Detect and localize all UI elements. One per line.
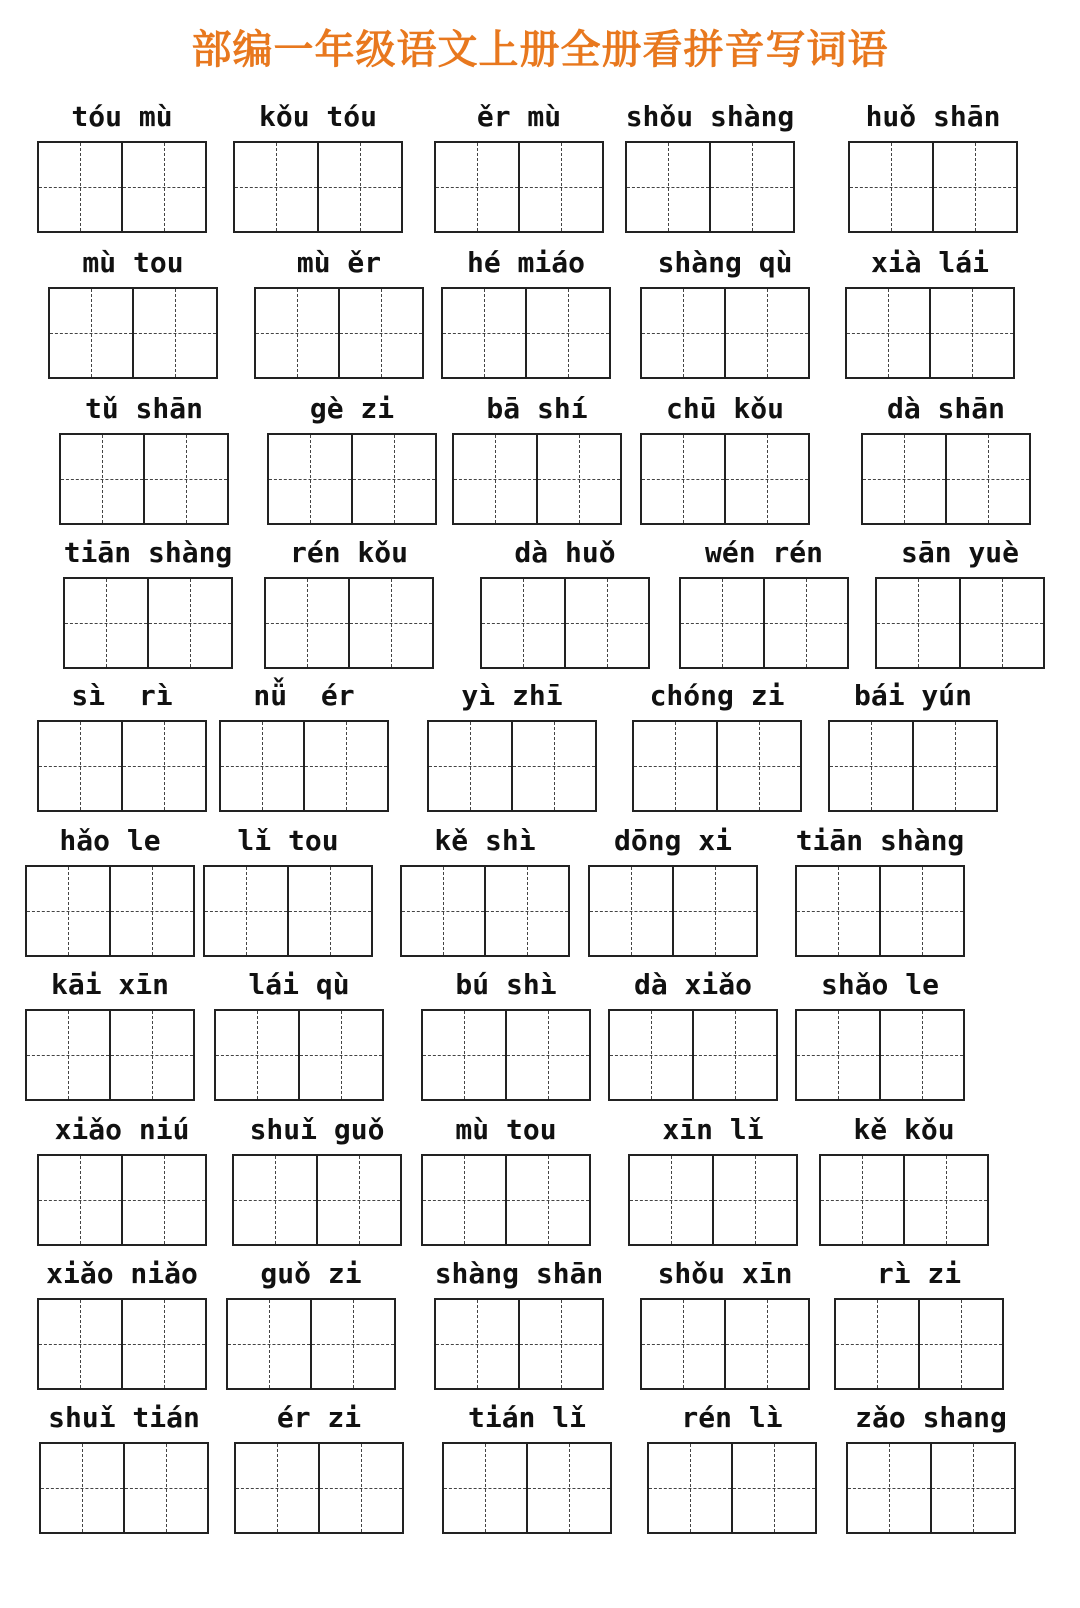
- pinyin-label: kě kǒu: [853, 1113, 955, 1146]
- tianzi-writing-box[interactable]: [48, 287, 218, 379]
- tianzi-writing-box[interactable]: [441, 287, 611, 379]
- tianzi-writing-box[interactable]: [848, 141, 1018, 233]
- tianzi-writing-box[interactable]: [625, 141, 795, 233]
- character-cell[interactable]: [443, 289, 527, 377]
- tianzi-writing-box[interactable]: [834, 1298, 1004, 1390]
- pinyin-label: hé miáo: [466, 246, 585, 279]
- tianzi-writing-box[interactable]: [861, 433, 1031, 525]
- tianzi-writing-box[interactable]: [264, 577, 434, 669]
- pinyin-label: tiān shàng: [795, 824, 965, 857]
- pinyin-label: ér zi: [276, 1401, 362, 1434]
- tianzi-writing-box[interactable]: [421, 1154, 591, 1246]
- character-cell[interactable]: [111, 867, 193, 955]
- pinyin-label: tiān shàng: [63, 536, 233, 569]
- pinyin-label: tǔ shān: [84, 392, 203, 425]
- character-cell[interactable]: [266, 579, 350, 667]
- tianzi-writing-box[interactable]: [63, 577, 233, 669]
- pinyin-label: xīn lǐ: [662, 1113, 764, 1146]
- pinyin-label: bā shí: [486, 392, 588, 425]
- character-cell[interactable]: [27, 1011, 111, 1099]
- character-cell[interactable]: [486, 867, 568, 955]
- pinyin-label: zǎo shang: [855, 1401, 1007, 1434]
- character-cell[interactable]: [726, 435, 808, 523]
- pinyin-label: kāi xīn: [50, 968, 169, 1001]
- character-cell[interactable]: [520, 1300, 602, 1388]
- character-cell[interactable]: [733, 1444, 815, 1532]
- tianzi-writing-box[interactable]: [452, 433, 622, 525]
- character-cell[interactable]: [797, 1011, 881, 1099]
- pinyin-label: gè zi: [309, 392, 395, 425]
- character-cell[interactable]: [726, 1300, 808, 1388]
- character-cell[interactable]: [528, 1444, 610, 1532]
- character-cell[interactable]: [850, 143, 934, 231]
- tianzi-writing-box[interactable]: [427, 720, 597, 812]
- tianzi-writing-box[interactable]: [628, 1154, 798, 1246]
- character-cell[interactable]: [305, 722, 387, 810]
- character-cell[interactable]: [350, 579, 432, 667]
- pinyin-label: xià lái: [870, 246, 989, 279]
- character-cell[interactable]: [634, 722, 718, 810]
- pinyin-label: kě shì: [434, 824, 536, 857]
- character-cell[interactable]: [482, 579, 566, 667]
- character-cell[interactable]: [821, 1156, 905, 1244]
- character-cell[interactable]: [436, 1300, 520, 1388]
- tianzi-writing-box[interactable]: [421, 1009, 591, 1101]
- character-cell[interactable]: [642, 289, 726, 377]
- character-cell[interactable]: [914, 722, 996, 810]
- pinyin-label: ěr mù: [476, 100, 562, 133]
- character-cell[interactable]: [236, 1444, 320, 1532]
- character-cell[interactable]: [123, 722, 205, 810]
- character-cell[interactable]: [694, 1011, 776, 1099]
- character-cell[interactable]: [610, 1011, 694, 1099]
- pinyin-label: rén kǒu: [289, 536, 408, 569]
- pinyin-label: tóu mù: [71, 100, 173, 133]
- character-cell[interactable]: [320, 1444, 402, 1532]
- pinyin-label: shǎo le: [820, 968, 939, 1001]
- pinyin-label: bái yún: [853, 679, 972, 712]
- tianzi-writing-box[interactable]: [203, 865, 373, 957]
- tianzi-writing-box[interactable]: [267, 433, 437, 525]
- pinyin-label: mù tou: [82, 246, 184, 279]
- tianzi-writing-box[interactable]: [37, 141, 207, 233]
- tianzi-writing-box[interactable]: [219, 720, 389, 812]
- pinyin-label: huǒ shān: [865, 100, 1001, 133]
- character-cell[interactable]: [507, 1156, 589, 1244]
- character-cell[interactable]: [39, 1300, 123, 1388]
- pinyin-label: xiǎo niú: [54, 1113, 190, 1146]
- pinyin-label: dà shān: [886, 392, 1005, 425]
- character-cell[interactable]: [590, 867, 674, 955]
- tianzi-writing-box[interactable]: [828, 720, 998, 812]
- tianzi-writing-box[interactable]: [400, 865, 570, 957]
- character-cell[interactable]: [931, 289, 1013, 377]
- character-cell[interactable]: [402, 867, 486, 955]
- pinyin-label: sì rì: [71, 679, 173, 712]
- pinyin-label: mù tou: [455, 1113, 557, 1146]
- character-cell[interactable]: [41, 1444, 125, 1532]
- character-cell[interactable]: [340, 289, 422, 377]
- character-cell[interactable]: [436, 143, 520, 231]
- tianzi-writing-box[interactable]: [25, 1009, 195, 1101]
- tianzi-writing-box[interactable]: [632, 720, 802, 812]
- character-cell[interactable]: [630, 1156, 714, 1244]
- tianzi-writing-box[interactable]: [819, 1154, 989, 1246]
- character-cell[interactable]: [681, 579, 765, 667]
- pinyin-label: wén rén: [704, 536, 823, 569]
- character-cell[interactable]: [235, 143, 319, 231]
- character-cell[interactable]: [61, 435, 145, 523]
- character-cell[interactable]: [234, 1156, 318, 1244]
- character-cell[interactable]: [642, 1300, 726, 1388]
- pinyin-label: hǎo le: [59, 824, 161, 857]
- tianzi-writing-box[interactable]: [254, 287, 424, 379]
- pinyin-label: shǒu xīn: [657, 1257, 793, 1290]
- character-cell[interactable]: [221, 722, 305, 810]
- character-cell[interactable]: [123, 1300, 205, 1388]
- character-cell[interactable]: [149, 579, 231, 667]
- tianzi-writing-box[interactable]: [233, 141, 403, 233]
- pinyin-label: shuǐ tián: [48, 1401, 200, 1434]
- character-cell[interactable]: [423, 1011, 507, 1099]
- character-cell[interactable]: [50, 289, 134, 377]
- character-cell[interactable]: [353, 435, 435, 523]
- character-cell[interactable]: [961, 579, 1043, 667]
- tianzi-writing-box[interactable]: [640, 287, 810, 379]
- tianzi-writing-box[interactable]: [679, 577, 849, 669]
- tianzi-writing-box[interactable]: [232, 1154, 402, 1246]
- character-cell[interactable]: [881, 867, 963, 955]
- tianzi-writing-box[interactable]: [214, 1009, 384, 1101]
- character-cell[interactable]: [836, 1300, 920, 1388]
- pinyin-label: shàng qù: [657, 246, 793, 279]
- character-cell[interactable]: [269, 435, 353, 523]
- character-cell[interactable]: [797, 867, 881, 955]
- character-cell[interactable]: [714, 1156, 796, 1244]
- character-cell[interactable]: [905, 1156, 987, 1244]
- pinyin-label: rén lì: [681, 1401, 783, 1434]
- pinyin-label: dōng xi: [613, 824, 732, 857]
- tianzi-writing-box[interactable]: [25, 865, 195, 957]
- character-cell[interactable]: [848, 1444, 932, 1532]
- character-cell[interactable]: [27, 867, 111, 955]
- tianzi-writing-box[interactable]: [588, 865, 758, 957]
- tianzi-writing-box[interactable]: [39, 1442, 209, 1534]
- tianzi-writing-box[interactable]: [845, 287, 1015, 379]
- character-cell[interactable]: [877, 579, 961, 667]
- character-cell[interactable]: [429, 722, 513, 810]
- character-cell[interactable]: [765, 579, 847, 667]
- pinyin-label: dà xiǎo: [633, 968, 752, 1001]
- pinyin-label: yì zhī: [461, 679, 563, 712]
- character-cell[interactable]: [881, 1011, 963, 1099]
- character-cell[interactable]: [513, 722, 595, 810]
- tianzi-writing-box[interactable]: [37, 1298, 207, 1390]
- character-cell[interactable]: [111, 1011, 193, 1099]
- character-cell[interactable]: [319, 143, 401, 231]
- pinyin-label: lái qù: [248, 968, 350, 1001]
- page-title: 部编一年级语文上册全册看拼音写词语: [191, 27, 889, 73]
- tianzi-writing-box[interactable]: [480, 577, 650, 669]
- tianzi-writing-box[interactable]: [37, 1154, 207, 1246]
- pinyin-label: chóng zi: [649, 679, 785, 712]
- character-cell[interactable]: [932, 1444, 1014, 1532]
- character-cell[interactable]: [123, 143, 205, 231]
- tianzi-writing-box[interactable]: [846, 1442, 1016, 1534]
- tianzi-writing-box[interactable]: [37, 720, 207, 812]
- character-cell[interactable]: [444, 1444, 528, 1532]
- character-cell[interactable]: [920, 1300, 1002, 1388]
- tianzi-writing-box[interactable]: [875, 577, 1045, 669]
- tianzi-writing-box[interactable]: [795, 865, 965, 957]
- tianzi-writing-box[interactable]: [434, 141, 604, 233]
- character-cell[interactable]: [847, 289, 931, 377]
- tianzi-writing-box[interactable]: [226, 1298, 396, 1390]
- character-cell[interactable]: [934, 143, 1016, 231]
- pinyin-label: guǒ zi: [260, 1257, 362, 1290]
- character-cell[interactable]: [627, 143, 711, 231]
- character-cell[interactable]: [205, 867, 289, 955]
- character-cell[interactable]: [145, 435, 227, 523]
- tianzi-writing-box[interactable]: [647, 1442, 817, 1534]
- pinyin-label: shàng shān: [434, 1257, 604, 1290]
- character-cell[interactable]: [312, 1300, 394, 1388]
- character-cell[interactable]: [507, 1011, 589, 1099]
- character-cell[interactable]: [256, 289, 340, 377]
- tianzi-writing-box[interactable]: [608, 1009, 778, 1101]
- character-cell[interactable]: [454, 435, 538, 523]
- tianzi-writing-box[interactable]: [795, 1009, 965, 1101]
- character-cell[interactable]: [642, 435, 726, 523]
- character-cell[interactable]: [538, 435, 620, 523]
- character-cell[interactable]: [863, 435, 947, 523]
- character-cell[interactable]: [300, 1011, 382, 1099]
- character-cell[interactable]: [228, 1300, 312, 1388]
- character-cell[interactable]: [39, 1156, 123, 1244]
- character-cell[interactable]: [711, 143, 793, 231]
- character-cell[interactable]: [520, 143, 602, 231]
- character-cell[interactable]: [39, 143, 123, 231]
- character-cell[interactable]: [134, 289, 216, 377]
- tianzi-writing-box[interactable]: [234, 1442, 404, 1534]
- character-cell[interactable]: [674, 867, 756, 955]
- character-cell[interactable]: [566, 579, 648, 667]
- tianzi-writing-box[interactable]: [442, 1442, 612, 1534]
- tianzi-writing-box[interactable]: [434, 1298, 604, 1390]
- tianzi-writing-box[interactable]: [59, 433, 229, 525]
- pinyin-label: kǒu tóu: [258, 100, 377, 133]
- character-cell[interactable]: [65, 579, 149, 667]
- pinyin-label: lǐ tou: [237, 824, 339, 857]
- character-cell[interactable]: [289, 867, 371, 955]
- pinyin-label: shuǐ guǒ: [249, 1113, 385, 1146]
- pinyin-label: rì zi: [876, 1257, 962, 1290]
- tianzi-writing-box[interactable]: [640, 1298, 810, 1390]
- pinyin-label: chū kǒu: [665, 392, 784, 425]
- pinyin-label: dà huǒ: [514, 536, 616, 569]
- character-cell[interactable]: [423, 1156, 507, 1244]
- tianzi-writing-box[interactable]: [640, 433, 810, 525]
- character-cell[interactable]: [947, 435, 1029, 523]
- character-cell[interactable]: [318, 1156, 400, 1244]
- pinyin-label: sān yuè: [900, 536, 1019, 569]
- character-cell[interactable]: [726, 289, 808, 377]
- pinyin-label: bú shì: [455, 968, 557, 1001]
- character-cell[interactable]: [216, 1011, 300, 1099]
- character-cell[interactable]: [125, 1444, 207, 1532]
- pinyin-label: shǒu shàng: [625, 100, 795, 133]
- character-cell[interactable]: [649, 1444, 733, 1532]
- character-cell[interactable]: [527, 289, 609, 377]
- pinyin-label: nǚ ér: [253, 679, 355, 712]
- character-cell[interactable]: [830, 722, 914, 810]
- character-cell[interactable]: [39, 722, 123, 810]
- character-cell[interactable]: [718, 722, 800, 810]
- pinyin-label: tián lǐ: [467, 1401, 586, 1434]
- pinyin-label: mù ěr: [296, 246, 382, 279]
- pinyin-label: xiǎo niǎo: [46, 1257, 198, 1290]
- character-cell[interactable]: [123, 1156, 205, 1244]
